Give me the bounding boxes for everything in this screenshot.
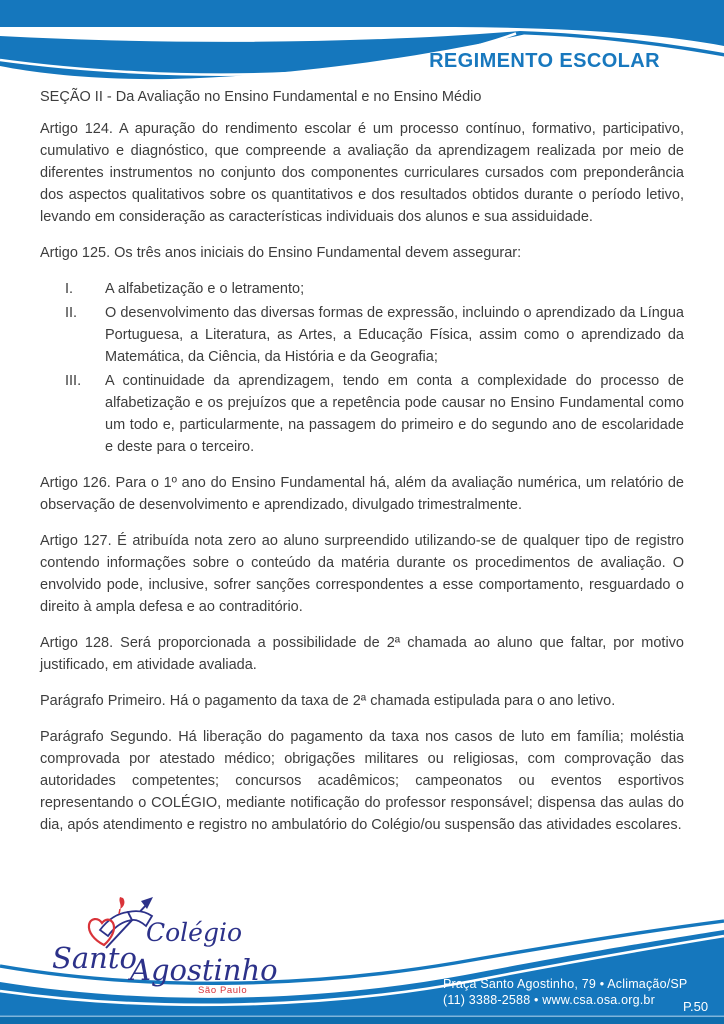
list-item-text: A alfabetização e o letramento; — [105, 281, 305, 297]
logo-text-city: São Paulo — [198, 985, 248, 996]
paragraph-artigo-125: Artigo 125. Os três anos iniciais do Ensino Fundamental devem assegurar: — [40, 245, 522, 261]
paragraph-artigo-126: Artigo 126. Para o 1º ano do Ensino Fundamental há, além da avaliação numérica, um relatório de observação de desenvolvimento e aprendizado, divulgado trimestralmente. — [40, 475, 684, 513]
paragraph-artigo-124: Artigo 124. A apuração do rendimento escolar é um processo contínuo, formativo, participativo, cumulativo e diagnóstico, que compreende a avaliação da aprendizagem realizada por meio de diferentes instrumentos no conjunto dos componentes curriculares cursados com preponderância dos aspectos qualitativos sobre os quantitativos e dos resultados obtidos durante o período letivo, levando em consideração as características individuais dos alunos e sua assiduidade. — [40, 121, 684, 225]
footer-address-line1: Praça Santo Agostinho, 79 • Aclimação/SP — [443, 977, 688, 991]
logo-text-colegio: Colégio — [146, 918, 243, 947]
paragraph-paragrafo-primeiro: Parágrafo Primeiro. Há o pagamento da taxa de 2ª chamada estipulada para o ano letivo. — [40, 693, 616, 709]
list-item-marker: III. — [65, 373, 82, 389]
list-item-marker: II. — [65, 305, 78, 321]
logo-text-santo: Santo — [52, 941, 137, 975]
paragraph-artigo-127: Artigo 127. É atribuída nota zero ao aluno surpreendido utilizando-se de qualquer tipo de registro contendo informações sobre o conteúdo da matéria durante os procedimentos de avaliação. O envolvido pode, inclusive, sofrer sanções correspondentes a esse comportamento, resguardado o direito à ampla defesa e ao contraditório. — [40, 533, 684, 615]
roman-numeral-list — [40, 278, 684, 458]
list-item-text: O desenvolvimento das diversas formas de expressão, incluindo o aprendizado da Língua Portuguesa, a Literatura, as Artes, a Educação Física, assim como o aprendizado da Matemática, da Ciência, da História e da Geografia; — [105, 305, 684, 365]
logo-text-agostinho: Agostinho — [130, 953, 278, 987]
document-body — [40, 86, 684, 850]
footer-address-line2: (11) 3388-2588 • www.csa.osa.org.br — [443, 993, 655, 1007]
list-item-text: A continuidade da aprendizagem, tendo em conta a complexidade do processo de alfabetização e os prejuízos que a repetência pode causar no Ensino Fundamental como um todo e, particularmente, na passagem do primeiro e do segundo ano de escolaridade e deste para o terceiro. — [105, 373, 684, 455]
list-item-marker: I. — [65, 281, 74, 297]
page-title: REGIMENTO ESCOLAR — [429, 50, 660, 72]
section-heading: SEÇÃO II - Da Avaliação no Ensino Fundamental e no Ensino Médio — [40, 89, 482, 105]
list-item — [40, 278, 684, 300]
page-number: P.50 — [683, 999, 709, 1014]
list-item — [40, 370, 684, 458]
footer-address — [443, 976, 687, 1008]
paragraph-paragrafo-segundo: Parágrafo Segundo. Há liberação do pagamento da taxa nos casos de luto em família; moléstia comprovada por atestado médico; obrigações militares ou religiosas, com comprovação das autoridades competentes; concursos acadêmicos; campeonatos ou eventos esportivos representando o COLÉGIO, mediante notificação do professor responsável; dispensa das aulas do dia, após atendimento e registro no ambulatório do Colégio/ou suspensão das atividades escolares. — [40, 729, 684, 833]
list-item — [40, 302, 684, 368]
paragraph-artigo-128: Artigo 128. Será proporcionada a possibilidade de 2ª chamada ao aluno que faltar, por motivo justificado, em atividade avaliada. — [40, 635, 684, 673]
